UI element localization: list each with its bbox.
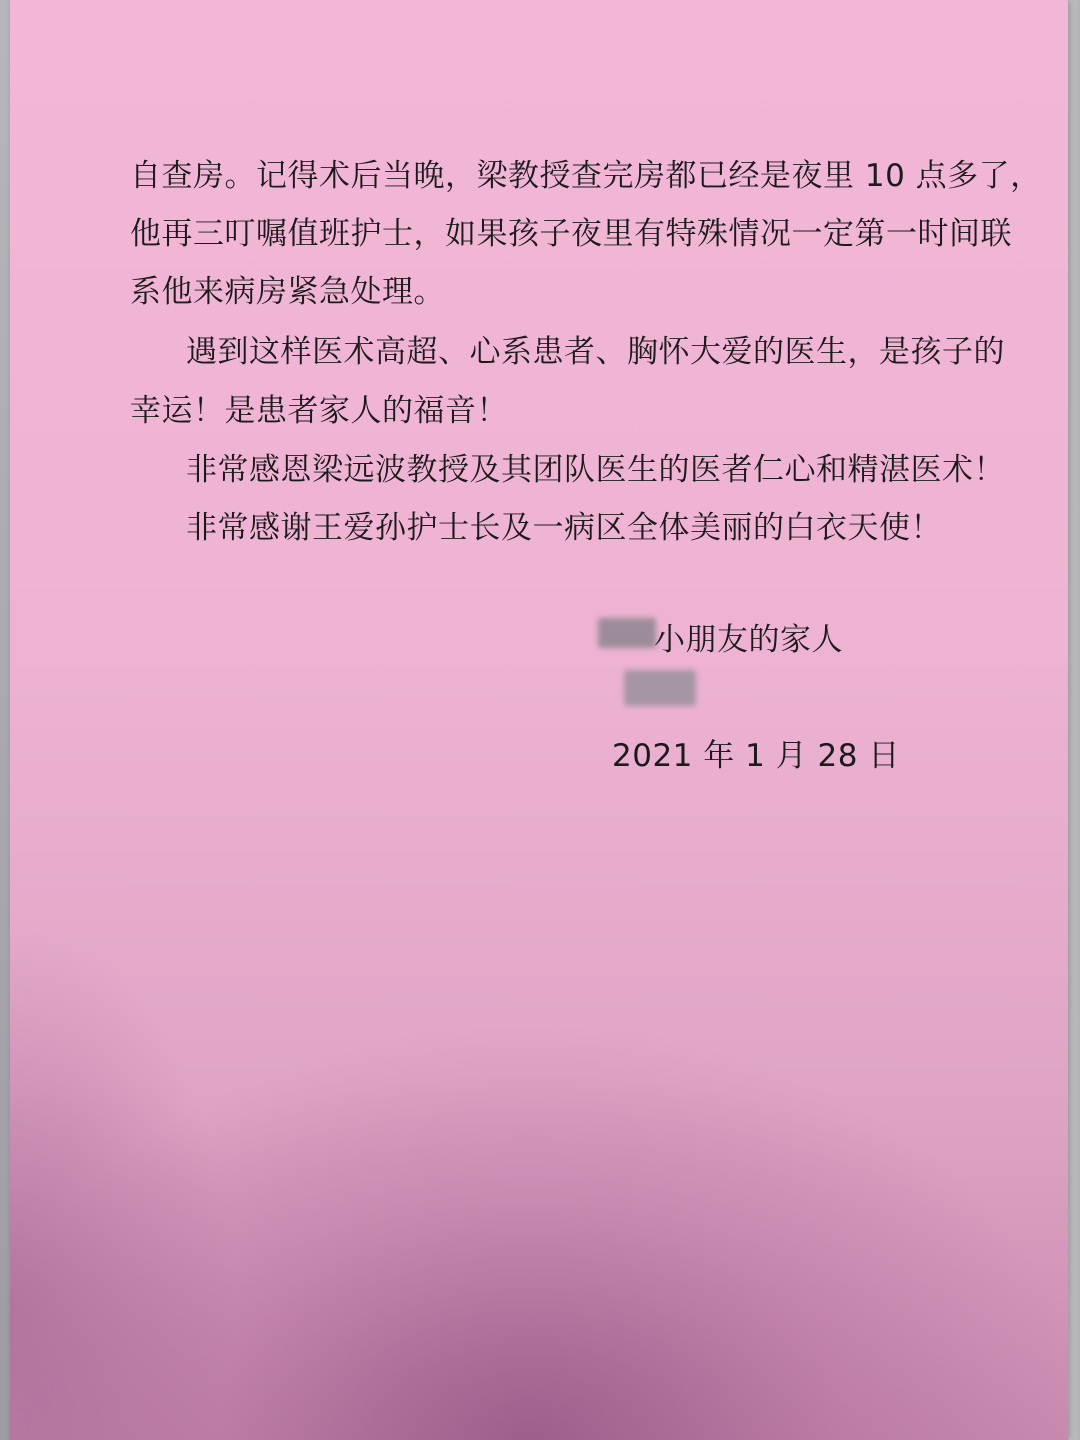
letter-line-6: 非常感恩梁远波教授及其团队医生的医者仁心和精湛医术！ bbox=[186, 452, 1005, 488]
letter-line-1: 自查房。记得术后当晚，梁教授查完房都已经是夜里 10 点多了， bbox=[130, 158, 1042, 194]
redacted-signature-blur bbox=[624, 670, 696, 706]
desk-background bbox=[1066, 0, 1080, 1440]
letter-line-5: 幸运！是患者家人的福音！ bbox=[130, 393, 508, 429]
signature-line: 小朋友的家人 bbox=[654, 622, 843, 658]
letter-date: 2021 年 1 月 28 日 bbox=[612, 738, 900, 774]
letter-line-2: 他再三叮嘱值班护士，如果孩子夜里有特殊情况一定第一时间联 bbox=[130, 216, 1012, 252]
letter-line-4: 遇到这样医术高超、心系患者、胸怀大爱的医生，是孩子的 bbox=[186, 334, 1005, 370]
redacted-name-blur bbox=[598, 618, 656, 648]
letter-line-3: 系他来病房紧急处理。 bbox=[130, 274, 445, 310]
letter-paper bbox=[10, 0, 1068, 1440]
letter-line-7: 非常感谢王爱孙护士长及一病区全体美丽的白衣天使！ bbox=[186, 510, 942, 546]
